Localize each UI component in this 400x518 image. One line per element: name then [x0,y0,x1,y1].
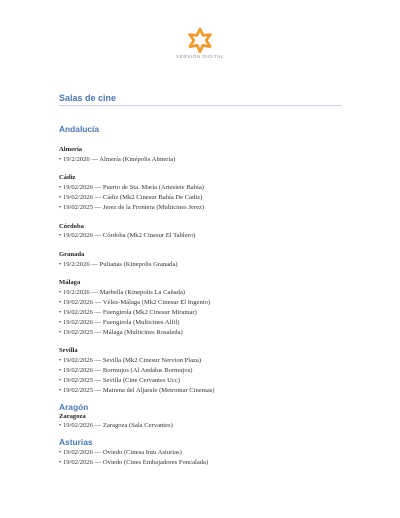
city-spacer [59,269,349,279]
cinema-entry: • 19/02/2025 — Jerez de la Frontera (Multicines Jerez) [59,203,205,211]
star-logo-icon [187,27,213,53]
cinema-entry: • 19/02/2025 — Mairena del Aljarafe (Metromar Cinemas) [59,386,215,394]
city-heading: Sevilla [59,347,78,355]
cinema-entry: • 19/02/2026 — Zaragoza (Sala Cervantes) [59,422,173,430]
city-heading: Córdoba [59,222,84,230]
city-spacer [59,241,349,251]
cinema-entry: • 19/2/2026 — Marbella (Kinepolis La Cañada) [59,288,186,296]
city-spacer [59,164,349,174]
cinema-entry: • 19/02/2026 — Puerto de Sta. María (Artesiete Bahía) [59,183,204,191]
cinema-entry: • 19/02/2026 — Sevilla (Mk2 Cinesur Nervion Plaza) [59,356,202,364]
title-divider [59,105,342,106]
region-heading: Aragón [59,401,89,412]
region-heading: Asturias [59,437,93,447]
cinema-entry: • 19/02/2026 — Bormujos (Al Andalus Bormujos) [59,366,193,374]
brand-logo [0,27,400,59]
cinema-entry: • 19/02/2026 — Oviedo (Cines Embajadores Foncalada) [59,458,209,466]
page-title: Salas de cine [59,93,117,103]
cinema-entry: • 19/02/2025 — Málaga (Multicines Rosaleda) [59,328,183,336]
cinema-entry: • 19/2/2026 — Almería (Kinépolis Almería) [59,155,176,163]
city-heading: Granada [59,251,85,259]
city-heading: Zaragoza [59,412,86,420]
city-heading: Cádiz [59,174,76,182]
city-spacer [59,213,349,223]
cinema-entry: • 19/02/2025 — Sevilla (Cine Cervantes Ucc) [59,376,180,384]
cinema-entry: • 19/02/2026 — Fuengirola (Multicines Alfil) [59,318,180,326]
cinema-list [59,124,349,468]
city-heading: Almería [59,146,83,153]
region-heading: Andalucía [59,124,100,134]
city-heading: Málaga [59,279,81,287]
cinema-entry: • 19/02/2026 — Vélez-Málaga (Mk2 Cinesur El Ingenio) [59,298,211,306]
cinema-entry: • 19/02/2026 — Oviedo (Cinesa Intu Asturias) [59,449,182,456]
city-spacer [59,337,349,347]
cinema-entry: • 19/02/2026 — Córdoba (Mk2 Cinesur El Tablero) [59,232,196,240]
cinema-entry: • 19/02/2026 — Cádiz (Mk2 Cinesur Bahía De Cadiz) [59,193,203,201]
cinema-entry: • 19/02/2026 — Fuengirola (Mk2 Cinesur Miramar) [59,308,197,316]
logo-text: VERSIÓN DIGITAL [176,54,224,59]
cinema-entry: • 19/2/2026 — Pulianas (Kinepolis Granada) [59,260,178,268]
